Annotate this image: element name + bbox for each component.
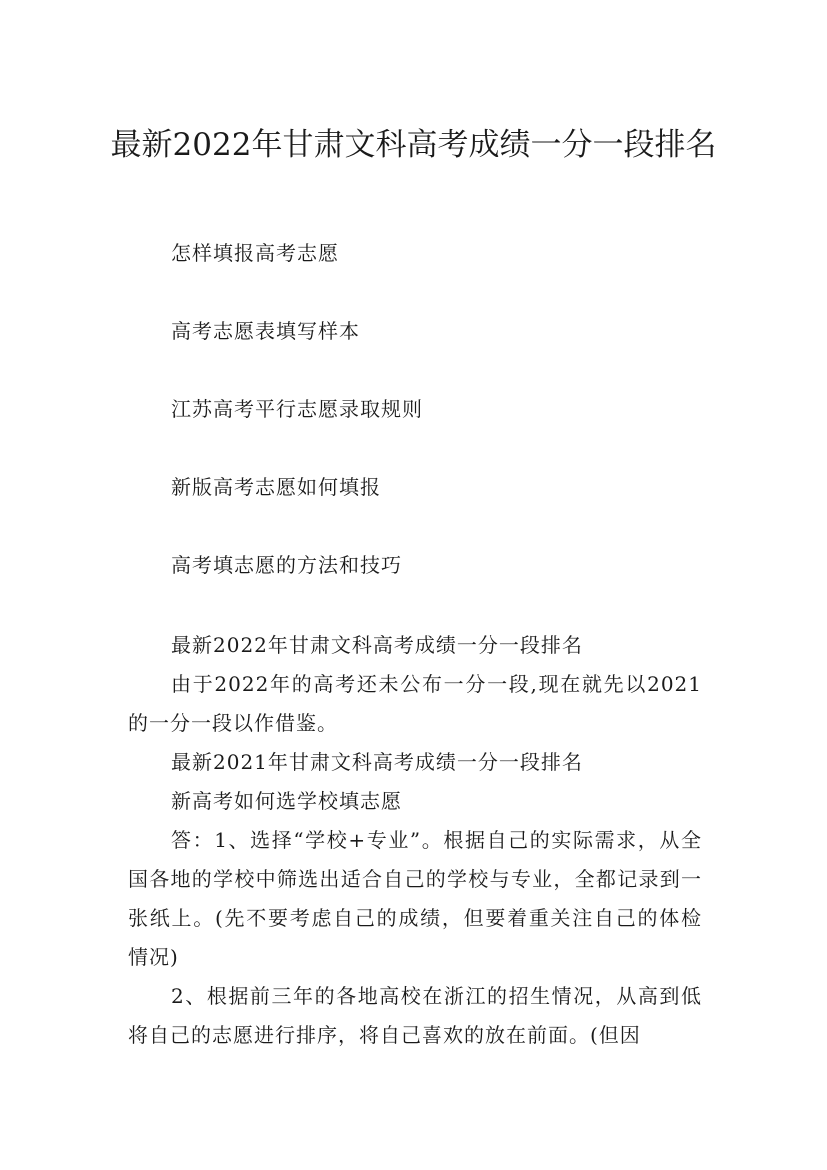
paragraph-intro: 由于2022年的高考还未公布一分一段,现在就先以2021的一分一段以作借鉴。 (128, 672, 702, 735)
related-link-2[interactable]: 高考志愿表填写样本 (171, 319, 360, 343)
document-body (128, 236, 702, 1055)
document-title: 最新2022年甘肃文科高考成绩一分一段排名 (110, 126, 717, 163)
paragraph-heading-2021: 最新2021年甘肃文科高考成绩一分一段排名 (171, 750, 583, 774)
related-link-4[interactable]: 新版高考志愿如何填报 (171, 475, 381, 499)
paragraph-question: 新高考如何选学校填志愿 (171, 789, 402, 813)
related-link-1[interactable]: 怎样填报高考志愿 (171, 241, 339, 265)
paragraph-heading-2022: 最新2022年甘肃文科高考成绩一分一段排名 (171, 633, 583, 657)
related-link-3[interactable]: 江苏高考平行志愿录取规则 (171, 397, 423, 421)
related-link-5[interactable]: 高考填志愿的方法和技巧 (171, 553, 402, 577)
paragraph-answer-step-1: 答：1、选择“学校+专业”。根据自己的实际需求，从全国各地的学校中筛选出适合自己的学校与专业，全都记录到一张纸上。(先不要考虑自己的成绩，但要着重关注自己的体检情况) (128, 828, 702, 969)
paragraph-answer-step-2: 2、根据前三年的各地高校在浙江的招生情况，从高到低将自己的志愿进行排序，将自己喜欢的放在前面。(但因 (128, 984, 702, 1047)
